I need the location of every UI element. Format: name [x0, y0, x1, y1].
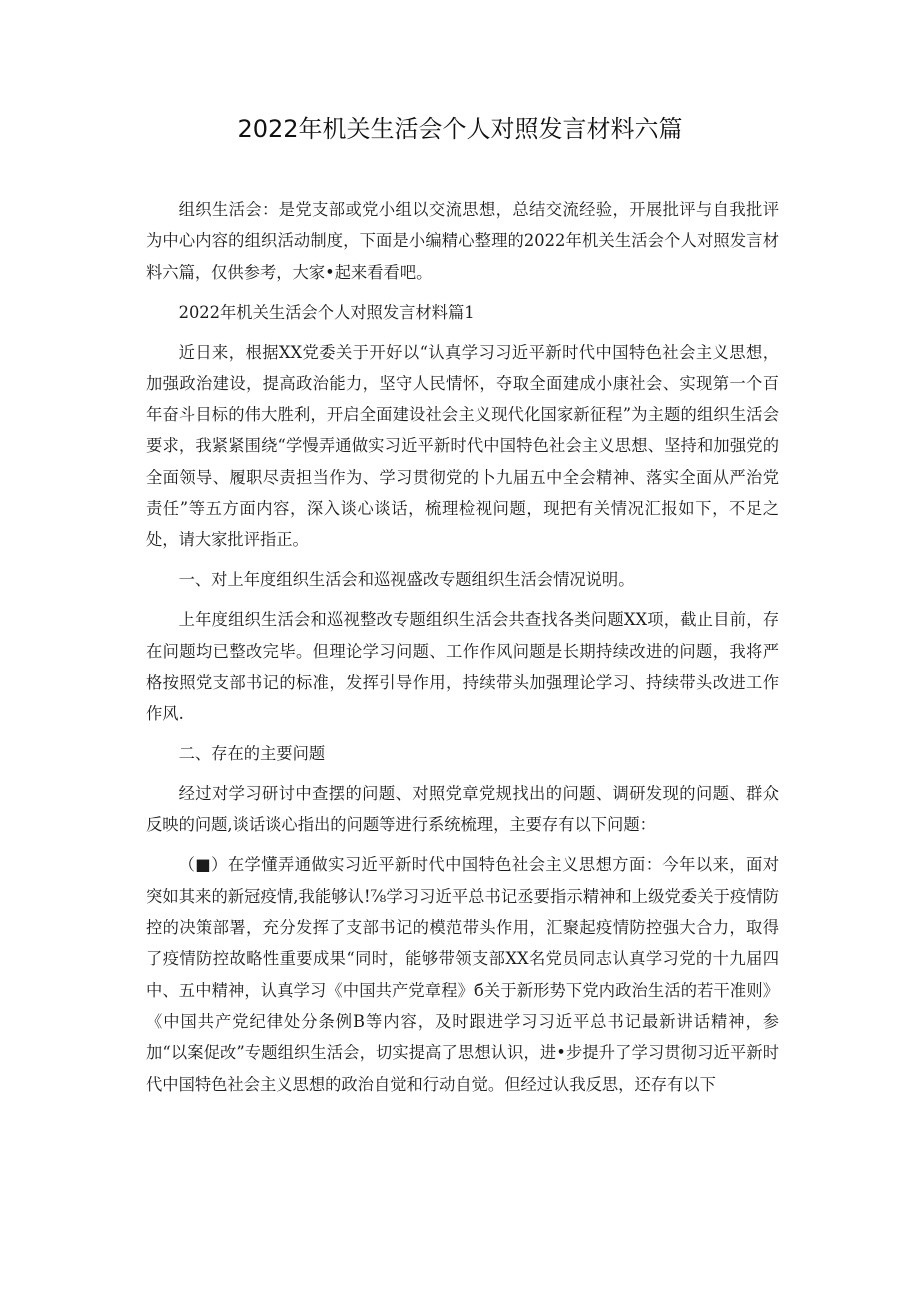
subheading-2: 二、存在的主要问题 [178, 744, 326, 764]
document-title: 2022年机关生活会个人对照发言材料六篇 [237, 115, 683, 143]
document-body [146, 194, 779, 1109]
intro-paragraph: 组织生活会：是党支部或党小组以交流思想，总结交流经验，开展批评与自我批评为中心内容的组织活动制度，下面是小编精心整理的2022年机关生活会个人对照发言材料六篇，仅供参考，大家•起来看看吧。 [146, 200, 779, 282]
body-paragraph: 上年度组织生活会和巡视整改专题组织生活会共查找各类问题XX项，截止目前，存在问题均已整改完毕。但理论学习问题、工作作风问题是长期持续改进的问题，我将严格按照党支部书记的标准，发挥引导作用，持续带头加强理论学习、持续带头改进工作作风. [146, 610, 779, 724]
section-heading-1: 2022年机关生活会个人对照发言材料篇1 [178, 302, 475, 322]
body-paragraph: 近日来，根据XX党委关于开好以“认真学习习近平新时代中国特色社会主义思想，加强政治建设，提高政治能力，坚守人民情怀，夺取全面建成小康社会、实现第一个百年奋斗目标的伟大胜利，开启全面建设社会主义现代化国家新征程”为主题的组织生活会要求，我紧紧围绕“学慢弄通做实习近平新时代中国特色社会主义思想、坚持和加强党的全面领导、履职尽责担当作为、学习贯彻党的卜九届五中全会精神、落实全面从严治党责任”等五方面内容，深入谈心谈话，梳理检视问题，现把有关情况汇报如下，不足之处，请大家批评指正。 [146, 342, 779, 550]
body-paragraph: （■）在学懂弄通做实习近平新时代中国特色社会主义思想方面：今年以来，面对突如其来的新冠疫情,我能够认!⅞学习习近平总书记丞要指示精神和上级党委关于疫情防控的决策部署，充分发挥了支部书记的模范带头作用，汇聚起疫情防控强大合力，取得了疫情防控故略性重要成果“同时，能够带领支部XX名党员同志认真学习党的十九届四中、五中精神，认真学习《中国共产党章程》б关于新形势下党内政治生活的若干准则》《中国共产党纪律处分条例Β等内容，及时跟进学习习近平总书记最新讲话精神，参加“以案促改”专题组织生活会，切实提高了思想认识，进•步提升了学习贯彻习近平新时代中国特色社会主义思想的政治自觉和行动自觉。但经过认我反思，还存有以下 [146, 855, 779, 1094]
subheading-1: 一、对上年度组织生活会和巡视盛改专题组织生活会情况说明。 [178, 570, 635, 590]
body-paragraph: 经过对学习研讨中查摆的问题、对照党章党规找出的问题、调研发现的问题、群众反映的问题,谈话谈心指出的问题等进行系统梳理，主要存有以下问题： [146, 784, 779, 835]
